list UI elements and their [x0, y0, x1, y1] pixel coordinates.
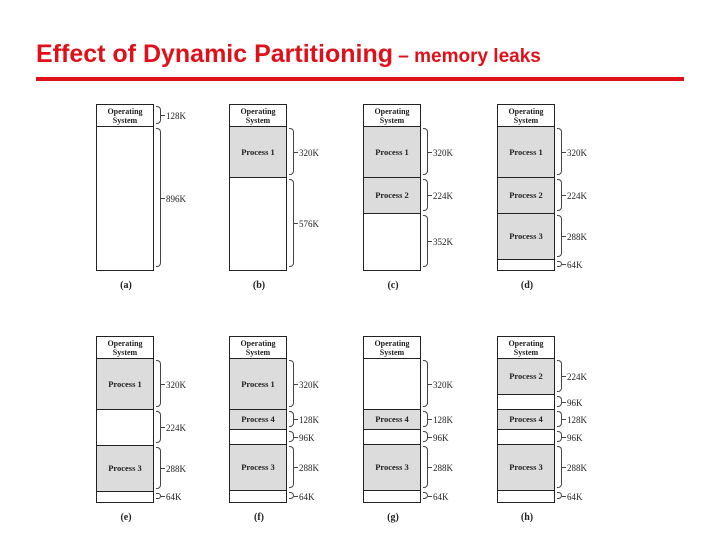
process-segment [498, 410, 554, 430]
segment-label: Operating System [240, 106, 276, 125]
panel-caption: (b) [252, 280, 266, 291]
partition-panel [229, 336, 339, 527]
size-label: 288K [166, 464, 186, 474]
free-segment [230, 491, 286, 502]
size-brace [423, 215, 428, 267]
segment-label: Process 2 [375, 190, 409, 200]
memory-column [363, 336, 421, 503]
free-segment [364, 491, 420, 502]
size-brace [557, 411, 562, 427]
size-brace [289, 128, 294, 175]
os-segment [364, 337, 420, 359]
free-segment [97, 492, 153, 502]
size-label: 320K [299, 379, 319, 390]
size-label: 576K [299, 219, 319, 229]
memory-column [96, 336, 154, 503]
segment-label: Operating System [107, 338, 143, 357]
segment-label: Operating System [508, 338, 544, 357]
segment-label: Process 1 [241, 146, 275, 157]
size-label: 64K [567, 491, 583, 502]
memory-column [363, 104, 421, 271]
segment-label: Process 2 [509, 371, 543, 381]
size-label: 224K [166, 423, 186, 433]
segment-label: Process 3 [108, 463, 142, 473]
process-segment [364, 178, 420, 214]
size-brace [289, 431, 294, 442]
free-segment [364, 359, 420, 410]
free-segment [498, 491, 554, 502]
panel-caption: (d) [520, 280, 534, 291]
size-brace [289, 411, 294, 427]
partition-panel [96, 336, 206, 527]
size-brace [423, 179, 428, 211]
memory-column [497, 336, 555, 503]
size-label: 96K [567, 432, 583, 443]
size-label: 320K [433, 379, 453, 390]
size-label: 64K [433, 491, 449, 502]
process-segment [97, 446, 153, 492]
size-brace [423, 492, 428, 499]
segment-label: Operating System [508, 106, 544, 125]
free-segment [364, 430, 420, 445]
segment-label: Process 4 [375, 414, 409, 424]
free-segment [230, 178, 286, 270]
segment-label: Operating System [374, 338, 410, 357]
size-label: 128K [567, 415, 587, 425]
memory-column [229, 104, 287, 271]
panel-caption: (g) [387, 512, 399, 523]
size-label: 128K [433, 415, 453, 425]
size-label: 320K [433, 147, 453, 158]
os-segment [498, 105, 554, 127]
segment-label: Operating System [107, 106, 143, 125]
size-label: 224K [567, 191, 587, 201]
size-label: 128K [166, 111, 186, 121]
os-segment [97, 105, 153, 127]
size-label: 96K [299, 432, 315, 443]
size-brace [156, 106, 161, 124]
segment-label: Process 1 [108, 378, 142, 389]
size-brace [423, 128, 428, 175]
os-segment [97, 337, 153, 359]
process-segment [230, 410, 286, 430]
title-dash: – [392, 46, 415, 67]
panel-caption: (a) [120, 280, 132, 291]
process-segment [498, 178, 554, 214]
segment-label: Process 4 [241, 414, 275, 424]
panel-caption: (f) [254, 512, 264, 523]
partition-panel [96, 104, 206, 295]
size-label: 896K [166, 193, 186, 204]
os-segment [230, 337, 286, 359]
size-brace [423, 360, 428, 407]
segment-label: Process 3 [509, 462, 543, 472]
process-segment [364, 127, 420, 178]
partition-panel [363, 104, 473, 295]
free-segment [230, 430, 286, 445]
size-brace [557, 396, 562, 407]
size-label: 320K [567, 147, 587, 158]
panel-caption: (c) [387, 280, 399, 291]
partition-panel [497, 104, 607, 295]
process-segment [230, 127, 286, 178]
size-label: 224K [433, 191, 453, 201]
size-label: 288K [299, 463, 319, 473]
size-brace [557, 360, 562, 392]
memory-column [96, 104, 154, 271]
segment-label: Process 4 [509, 414, 543, 424]
free-segment [498, 260, 554, 270]
size-label: 96K [433, 432, 449, 443]
process-segment [364, 410, 420, 430]
os-segment [498, 337, 554, 359]
size-label: 64K [567, 260, 583, 270]
os-segment [230, 105, 286, 127]
size-brace [156, 128, 161, 267]
process-segment [498, 359, 554, 395]
size-brace [557, 179, 562, 211]
size-brace [557, 261, 562, 267]
title-subtitle: memory leaks [414, 46, 541, 67]
size-label: 96K [567, 397, 583, 408]
size-label: 320K [299, 147, 319, 158]
size-label: 320K [166, 379, 186, 390]
memory-column [229, 336, 287, 503]
size-brace [289, 492, 294, 499]
free-segment [97, 127, 153, 270]
segment-label: Operating System [240, 338, 276, 357]
partition-panel [497, 336, 607, 527]
size-brace [557, 446, 562, 488]
process-segment [97, 359, 153, 410]
process-segment [230, 359, 286, 410]
segment-label: Process 1 [241, 378, 275, 389]
process-segment [498, 127, 554, 178]
segment-label: Process 3 [509, 231, 543, 241]
size-brace [557, 431, 562, 442]
segment-label: Process 1 [509, 146, 543, 157]
partition-panel [363, 336, 473, 527]
size-label: 352K [433, 237, 453, 247]
segment-label: Operating System [374, 106, 410, 125]
size-label: 64K [299, 491, 315, 502]
panel-caption: (e) [120, 512, 132, 523]
panel-caption: (h) [520, 512, 534, 523]
size-brace [289, 446, 294, 488]
size-brace [423, 446, 428, 488]
size-label: 288K [567, 232, 587, 242]
size-brace [557, 128, 562, 175]
size-label: 64K [166, 492, 182, 502]
size-brace [156, 411, 161, 443]
size-label: 128K [299, 415, 319, 425]
free-segment [498, 430, 554, 445]
process-segment [230, 445, 286, 491]
size-label: 288K [567, 463, 587, 473]
partition-panel [229, 104, 339, 295]
size-brace [423, 411, 428, 427]
free-segment [97, 410, 153, 446]
free-segment [364, 214, 420, 270]
size-brace [156, 360, 161, 407]
process-segment [364, 445, 420, 491]
segment-label: Process 1 [375, 146, 409, 157]
size-label: 288K [433, 463, 453, 473]
title-underline [36, 77, 684, 81]
slide-title [36, 40, 541, 69]
segment-label: Process 3 [375, 462, 409, 472]
process-segment [498, 445, 554, 491]
size-label: 224K [567, 372, 587, 382]
segment-label: Process 3 [241, 462, 275, 472]
size-brace [423, 431, 428, 442]
size-brace [156, 493, 161, 499]
title-main: Effect of Dynamic Partitioning [36, 40, 393, 68]
free-segment [498, 395, 554, 410]
size-brace [557, 215, 562, 257]
segment-label: Process 2 [509, 190, 543, 200]
size-brace [156, 447, 161, 489]
process-segment [498, 214, 554, 260]
size-brace [289, 179, 294, 267]
size-brace [289, 360, 294, 407]
size-brace [557, 492, 562, 499]
memory-column [497, 104, 555, 271]
os-segment [364, 105, 420, 127]
